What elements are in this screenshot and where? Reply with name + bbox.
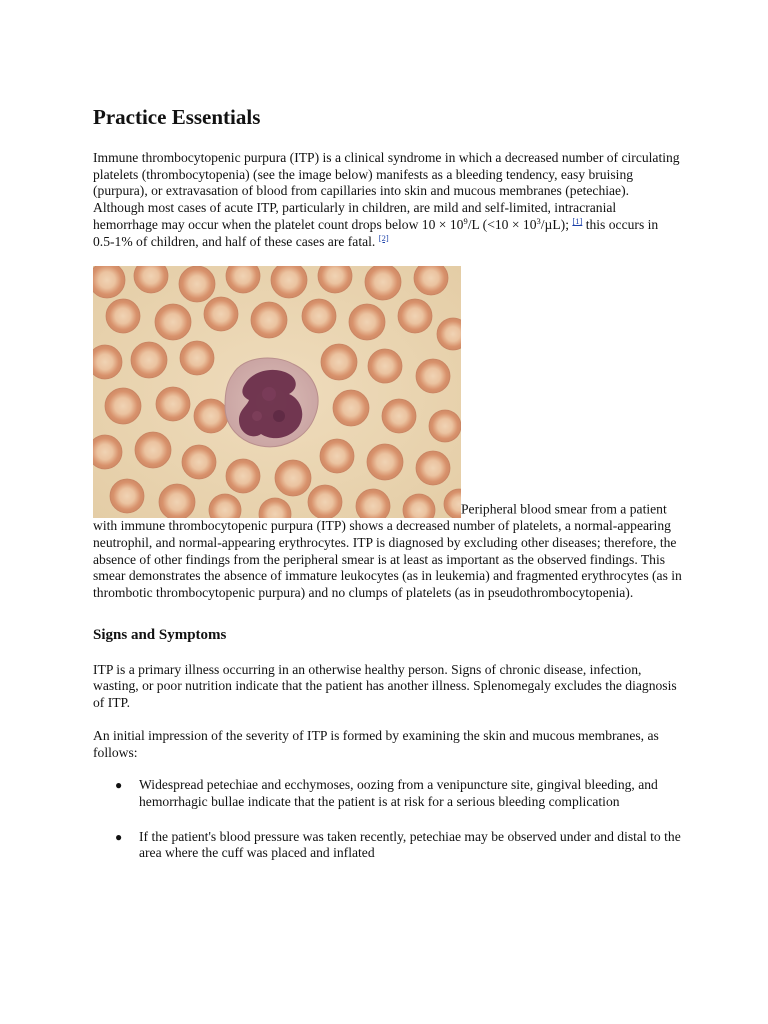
list-item bbox=[115, 777, 683, 810]
erythrocyte bbox=[135, 432, 171, 468]
erythrocyte bbox=[382, 399, 416, 433]
erythrocyte bbox=[204, 297, 238, 331]
erythrocyte bbox=[251, 302, 287, 338]
erythrocyte bbox=[93, 435, 122, 469]
article bbox=[93, 104, 683, 880]
list-item bbox=[115, 828, 683, 862]
erythrocyte bbox=[182, 445, 216, 479]
erythrocyte bbox=[131, 342, 167, 378]
erythrocyte bbox=[398, 299, 432, 333]
erythrocyte bbox=[320, 439, 354, 473]
erythrocyte bbox=[226, 459, 260, 493]
reference-link-1[interactable]: [1] bbox=[572, 215, 583, 226]
erythrocyte bbox=[159, 484, 195, 518]
page-title: Practice Essentials bbox=[93, 105, 261, 129]
erythrocyte bbox=[155, 304, 191, 340]
erythrocyte bbox=[275, 460, 311, 496]
erythrocyte bbox=[93, 345, 122, 379]
erythrocyte bbox=[179, 266, 215, 302]
intro-text-1: Immune thrombocytopenic purpura (ITP) is a clinical syndrome in which a decreased number of circulating platelets (thrombocytopenia) (see the image below) manifests as a bleeding tendency, easy bruising (purpura), or extravasation of blood from capillaries into skin and mucous membranes (petechiae). Although most cases of acute ITP, particularly in children, are mild and self-limited, intracranial hemorrhage may occur when the platelet count drops below 10 × 10 bbox=[93, 150, 680, 232]
exponent-9: 9 bbox=[463, 215, 468, 226]
intro-text-2: /L (<10 × 10 bbox=[467, 216, 537, 232]
erythrocyte bbox=[416, 451, 450, 485]
erythrocyte bbox=[308, 485, 342, 518]
erythrocyte bbox=[106, 299, 140, 333]
section-heading-signs: Signs and Symptoms bbox=[93, 626, 227, 643]
reference-link-2[interactable]: [2] bbox=[378, 232, 389, 243]
erythrocyte bbox=[302, 299, 336, 333]
list-item-text: Widespread petechiae and ecchymoses, oozing from a venipuncture site, gingival bleeding, and hemorrhagic bullae indicate that the patient is at risk for a serious bleeding complication bbox=[139, 777, 658, 809]
neutrophil bbox=[225, 358, 318, 447]
erythrocyte bbox=[180, 341, 214, 375]
erythrocyte bbox=[105, 388, 141, 424]
list-item-text: If the patient's blood pressure was taken recently, petechiae may be observed under and distal to the area where the cuff was placed and inflated bbox=[139, 828, 681, 861]
signs-list bbox=[93, 777, 683, 862]
exponent-3: 3 bbox=[536, 215, 541, 226]
bullet-icon: ● bbox=[115, 829, 123, 844]
erythrocyte bbox=[414, 266, 448, 295]
erythrocyte bbox=[271, 266, 307, 298]
erythrocyte bbox=[321, 344, 357, 380]
erythrocyte bbox=[333, 390, 369, 426]
intro-text-4: this occurs in 0.5-1% of children, and half of these cases are fatal. bbox=[93, 216, 659, 249]
erythrocyte bbox=[429, 410, 461, 442]
figure-caption: Peripheral blood smear from a patient with immune thrombocytopenic purpura (ITP) shows a decreased number of platelets, a normal-appearing neutrophil, and normal-appearing erythrocytes. ITP is diagnosed by excluding other diseases; therefore, the absence of other findings from the peripheral smear is at least as important as the observed findings. This smear demonstrates the absence of immature leukocytes (as in leukemia) and fragmented erythrocytes (as in thrombotic thrombocytopenic purpura) and no clumps of platelets (as in pseudothrombocytopenia). bbox=[93, 501, 682, 601]
intro-paragraph bbox=[93, 150, 683, 250]
signs-paragraph-1: ITP is a primary illness occurring in an otherwise healthy person. Signs of chronic disease, infection, wasting, or poor nutrition indicate that the patient has another illness. Splenomegaly excludes the diagnosis of ITP. bbox=[93, 661, 677, 711]
erythrocyte bbox=[367, 444, 403, 480]
erythrocyte bbox=[110, 479, 144, 513]
blood-smear-image[interactable] bbox=[93, 266, 461, 518]
erythrocyte bbox=[156, 387, 190, 421]
erythrocyte bbox=[356, 489, 390, 518]
figure-block bbox=[93, 262, 683, 602]
erythrocyte bbox=[365, 266, 401, 300]
signs-paragraph-2: An initial impression of the severity of ITP is formed by examining the skin and mucous membranes, as follows: bbox=[93, 727, 659, 760]
bullet-icon: ● bbox=[115, 778, 123, 793]
erythrocyte bbox=[368, 349, 402, 383]
erythrocyte bbox=[349, 304, 385, 340]
intro-text-3: /µL); bbox=[540, 216, 569, 232]
erythrocyte bbox=[416, 359, 450, 393]
erythrocyte bbox=[194, 399, 228, 433]
